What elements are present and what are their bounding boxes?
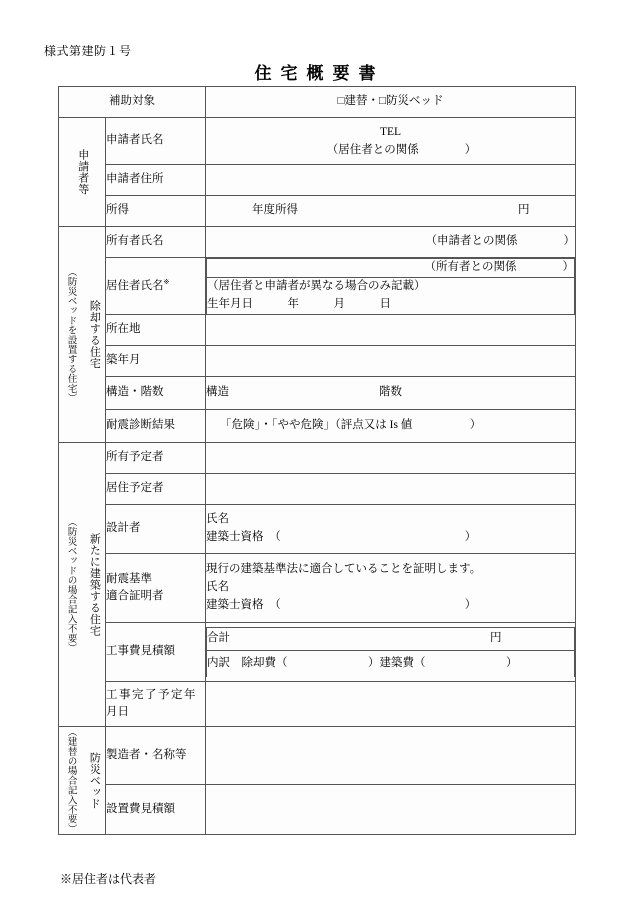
construction-cost-total-label: 合計 <box>207 632 230 645</box>
income-value[interactable] <box>206 196 576 227</box>
planned-resident-label: 居住予定者 <box>106 474 206 505</box>
install-cost-value[interactable] <box>206 784 576 834</box>
demolish-section-vertical-label <box>59 227 106 443</box>
housing-summary-table <box>58 86 576 835</box>
table-row <box>59 474 576 505</box>
resident-name-value[interactable] <box>206 258 576 315</box>
applicant-relation-note: （居住者との関係 ） <box>326 144 477 156</box>
newbuild-section-label-inner: 新たに建築する住宅 <box>88 532 101 637</box>
applicant-address-value[interactable] <box>206 165 576 196</box>
subsidy-target-value[interactable]: □建替・□防災ベッド <box>206 87 576 118</box>
resident-name-note-block[interactable] <box>207 278 575 314</box>
construction-cost-breakdown[interactable]: 内訳 除却費（ ）建築費（ ） <box>207 651 575 678</box>
seismic-certifier-value[interactable] <box>206 554 576 623</box>
structure-floors-label: 構造・階数 <box>106 377 206 410</box>
completion-date-value[interactable] <box>206 682 576 727</box>
footnote: ※居住者は代表者 <box>60 872 157 886</box>
table-row <box>59 346 576 377</box>
applicant-tel-label: TEL <box>379 125 402 138</box>
resident-owner-relation[interactable]: （所有者との関係 ） <box>207 259 575 278</box>
built-date-label: 築年月 <box>106 346 206 377</box>
seismic-certifier-label-line1: 耐震基準 <box>106 572 152 585</box>
construction-cost-value[interactable] <box>206 623 576 682</box>
table-row <box>207 278 575 314</box>
form-number: 様式第建防１号 <box>44 44 132 58</box>
table-row <box>207 651 575 678</box>
seismic-result-label: 耐震診断結果 <box>106 410 206 443</box>
demolish-section-label-inner: 除却する住宅 <box>88 300 101 369</box>
construction-cost-subtable <box>206 627 575 677</box>
designer-label: 設計者 <box>106 505 206 554</box>
table-row <box>59 87 576 118</box>
manufacturer-value[interactable] <box>206 727 576 785</box>
structure-floors-value[interactable] <box>206 377 576 410</box>
newbuild-section-label-outer: （防災ベッドの場合記入不要） <box>65 516 76 653</box>
owner-name-label: 所有者氏名 <box>106 227 206 258</box>
applicant-address-label: 申請者住所 <box>106 165 206 196</box>
seismic-certifier-label <box>106 554 206 623</box>
applicant-section-vertical-label <box>59 118 106 227</box>
applicant-name-label: 申請者氏名 <box>106 118 206 165</box>
planned-resident-value[interactable] <box>206 474 576 505</box>
manufacturer-label: 製造者・名称等 <box>106 727 206 785</box>
location-value[interactable] <box>206 315 576 346</box>
table-row <box>59 505 576 554</box>
table-row <box>59 410 576 443</box>
structure-label: 構造 <box>206 386 229 399</box>
page-title: 住宅概要書 <box>254 64 385 83</box>
floors-label: 階数 <box>379 386 402 399</box>
completion-date-label <box>106 682 206 727</box>
table-row <box>59 258 576 315</box>
install-cost-label: 設置費見積額 <box>106 784 206 834</box>
completion-date-label-line1: 工事完了予定年 <box>106 688 197 701</box>
designer-qualification-line: 建築士資格 （ ） <box>206 531 477 543</box>
table-row <box>207 259 575 278</box>
seismic-certifier-name-line: 氏名 <box>206 581 229 594</box>
table-row <box>59 554 576 623</box>
table-row <box>59 227 576 258</box>
table-row <box>59 315 576 346</box>
construction-cost-label: 工事費見積額 <box>106 623 206 682</box>
applicant-section-label-text: 申請者等 <box>76 149 89 195</box>
table-row <box>59 165 576 196</box>
designer-name-line: 氏名 <box>206 513 229 526</box>
demolish-section-label-outer: （防災ベッドを設置する住宅） <box>65 266 76 403</box>
income-label: 所得 <box>106 196 206 227</box>
table-row <box>59 443 576 474</box>
bed-section-label-inner: 防災ベッド <box>88 751 101 810</box>
planned-owner-value[interactable] <box>206 443 576 474</box>
location-label: 所在地 <box>106 315 206 346</box>
seismic-result-value[interactable] <box>206 410 576 443</box>
completion-date-label-line2: 月日 <box>106 706 129 718</box>
applicant-name-value[interactable] <box>206 118 576 165</box>
table-row <box>59 196 576 227</box>
table-row <box>59 682 576 727</box>
income-yen-unit: 円 <box>518 204 530 217</box>
table-row <box>207 628 575 651</box>
subsidy-target-label: 補助対象 <box>59 87 206 118</box>
construction-cost-yen-unit: 円 <box>490 632 502 645</box>
seismic-certifier-qualification-line: 建築士資格 （ ） <box>206 598 477 611</box>
table-row <box>59 784 576 834</box>
construction-cost-total-row[interactable] <box>207 628 575 651</box>
resident-birthdate: 生年月日 年 月 日 <box>207 298 391 310</box>
resident-name-label-text: 居住者氏名 <box>106 279 164 292</box>
seismic-result-text: 「危険」・「やや危険」（評点又は Is 値 ） <box>220 419 482 432</box>
resident-name-subtable <box>206 258 575 314</box>
table-row <box>59 118 576 165</box>
resident-name-label <box>106 258 206 315</box>
seismic-certifier-statement: 現行の建築基準法に適合していることを証明します。 <box>206 563 482 576</box>
income-year-label: 年度所得 <box>252 204 298 217</box>
bed-section-vertical-label <box>59 727 106 835</box>
built-date-value[interactable] <box>206 346 576 377</box>
owner-name-relation[interactable]: （申請者との関係 ） <box>206 227 576 258</box>
table-row <box>59 377 576 410</box>
newbuild-section-vertical-label <box>59 443 106 727</box>
resident-name-footnote-mark: ※ <box>163 277 170 286</box>
table-row <box>59 727 576 785</box>
bed-section-label-outer: （建替の場合記入不要） <box>65 727 76 834</box>
planned-owner-label: 所有予定者 <box>106 443 206 474</box>
table-row <box>59 623 576 682</box>
designer-value[interactable] <box>206 505 576 554</box>
resident-name-note: （居住者と申請者が異なる場合のみ記載） <box>207 280 426 293</box>
seismic-certifier-label-line2: 適合証明者 <box>106 590 164 602</box>
